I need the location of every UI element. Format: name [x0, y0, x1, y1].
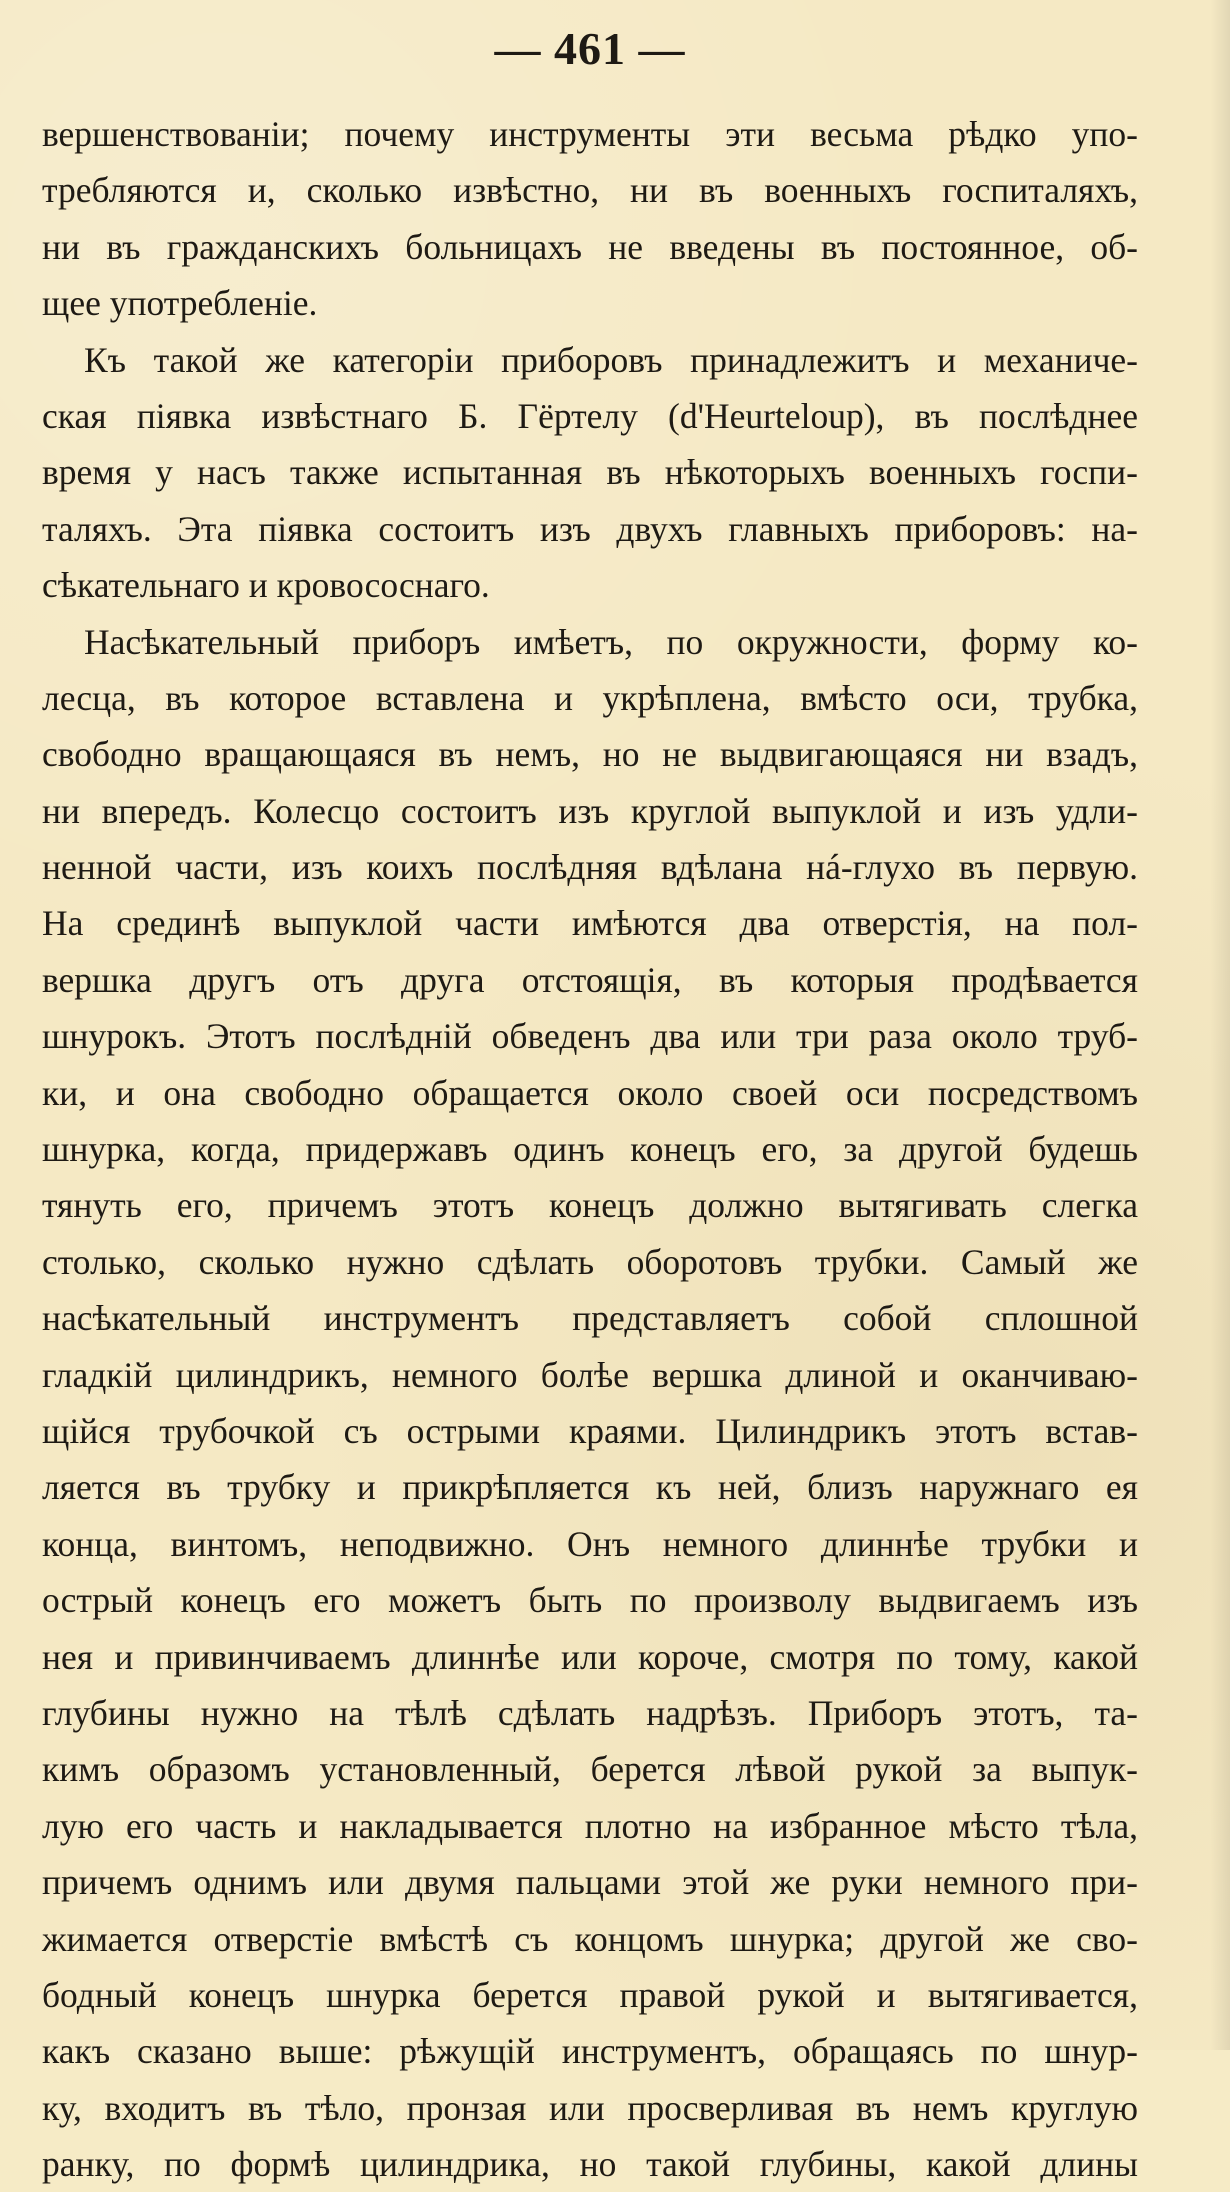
text-line: причемъ однимъ или двумя пальцами этой же руки немного при-: [42, 1862, 1138, 1903]
text-line: вершенствованiи; почему инструменты эти весьма рѣдко упо-: [42, 114, 1138, 154]
paragraph-2: [42, 332, 1138, 614]
text-line: ни въ гражданскихъ больницахъ не введены въ постоянное, об-: [42, 226, 1138, 267]
text-line: На срединѣ выпуклой части имѣются два отверстiя, на пол-: [42, 903, 1138, 944]
text-line: ки, и она свободно обращается около своей оси посредствомъ: [42, 1072, 1138, 1113]
text-line: требляются и, сколько извѣстно, ни въ военныхъ госпиталяхъ,: [42, 170, 1138, 211]
text-line: лую его часть и накладывается плотно на избранное мѣсто тѣла,: [42, 1805, 1138, 1846]
text-line: насѣкательный инструментъ представляетъ собой сплошной: [42, 1298, 1138, 1339]
page-edge-shadow: [1210, 0, 1230, 2050]
text-line: ляется въ трубку и прикрѣпляется къ ней, близъ наружнаго ея: [42, 1467, 1138, 1508]
text-line: ская пiявка извѣстнаго Б. Гёртелу (d'Heurteloup), въ послѣднее: [42, 395, 1138, 436]
text-line: шнурка, когда, придержавъ одинъ конецъ его, за другой будешь: [42, 1129, 1138, 1170]
text-line: бодный конецъ шнурка берется правой рукой и вытягивается,: [42, 1974, 1138, 2015]
text-line: кимъ образомъ установленный, берется лѣвой рукой за выпук-: [42, 1749, 1138, 1790]
text-line: Къ такой же категорiи приборовъ принадлежитъ и механиче-: [84, 339, 1138, 380]
text-line: столько, сколько нужно сдѣлать оборотовъ трубки. Самый же: [42, 1241, 1138, 1282]
page-number: — 461 —: [494, 23, 686, 74]
text-line: жимается отверстiе вмѣстѣ съ концомъ шнурка; другой же сво-: [42, 1918, 1138, 1959]
text-line: ни впередъ. Колесцо состоитъ изъ круглой выпуклой и изъ удли-: [42, 790, 1138, 831]
text-line: свободно вращающаяся въ немъ, но не выдвигающаяся ни взадъ,: [42, 734, 1138, 775]
text-line: вершка другъ отъ друга отстоящiя, въ которыя продѣвается: [42, 959, 1138, 1000]
text-line: нея и привинчиваемъ длиннѣе или короче, смотря по тому, какой: [42, 1636, 1138, 1677]
text-line: какъ сказано выше: рѣжущiй инструментъ, обращаясь по шнур-: [42, 2031, 1138, 2072]
text-line: острый конецъ его можетъ быть по произволу выдвигаемъ изъ: [42, 1580, 1138, 1621]
text-line: гладкiй цилиндрикъ, немного болѣе вершка длиной и оканчиваю-: [42, 1354, 1138, 1395]
text-line: ку, входитъ въ тѣло, пронзая или просверливая въ немъ круглую: [42, 2087, 1138, 2128]
text-line: время у насъ также испытанная въ нѣкоторыхъ военныхъ госпи-: [42, 452, 1138, 493]
text-line: ненной части, изъ коихъ послѣдняя вдѣлана нá-глухо въ первую.: [42, 847, 1138, 888]
paragraph-1: [42, 106, 1138, 332]
text-line: сѣкательнаго и кровососнаго.: [42, 565, 490, 606]
text-line: шнурокъ. Этотъ послѣднiй обведенъ два или три раза около труб-: [42, 1016, 1138, 1057]
text-line: глубины нужно на тѣлѣ сдѣлать надрѣзъ. Приборъ этотъ, та-: [42, 1692, 1138, 1733]
paragraph-3: [42, 614, 1138, 2192]
text-line: Насѣкательный приборъ имѣетъ, по окружности, форму ко-: [84, 621, 1138, 662]
text-line: лесца, въ которое вставлена и укрѣплена, вмѣсто оси, трубка,: [42, 677, 1138, 718]
text-line: конца, винтомъ, неподвижно. Онъ немного длиннѣе трубки и: [42, 1523, 1138, 1564]
text-line: щiйся трубочкой съ острыми краями. Цилиндрикъ этотъ встав-: [42, 1410, 1138, 1451]
text-line: щее употребленiе.: [42, 283, 318, 324]
text-line: ранку, по формѣ цилиндрика, но такой глубины, какой длины: [42, 2144, 1138, 2185]
text-line: таляхъ. Эта пiявка состоитъ изъ двухъ главныхъ приборовъ: на-: [42, 508, 1138, 549]
text-line: тянуть его, причемъ этотъ конецъ должно вытягивать слегка: [42, 1185, 1138, 1226]
